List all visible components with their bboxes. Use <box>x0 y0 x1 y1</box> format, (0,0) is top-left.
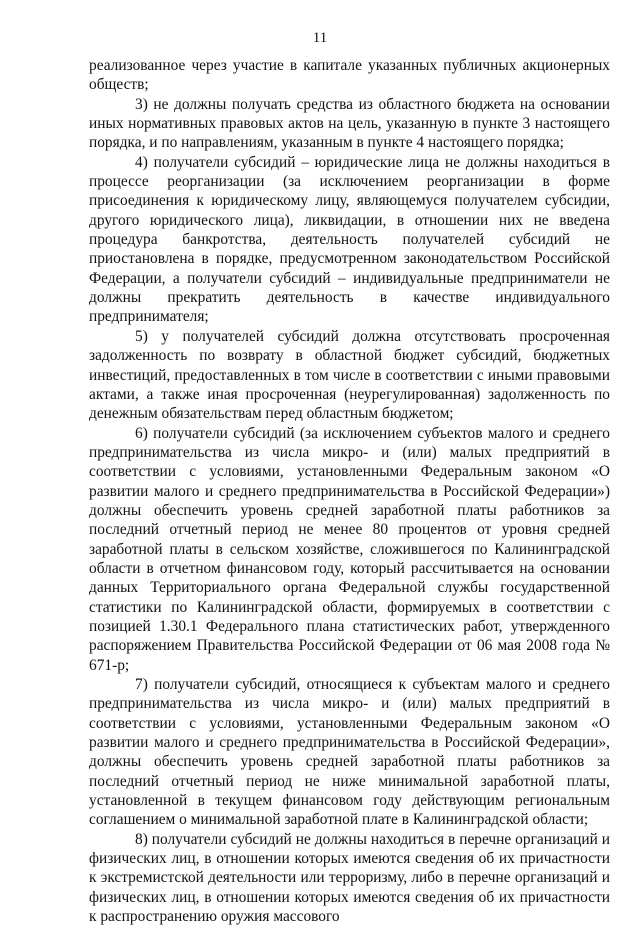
paragraph-item-4: 4) получатели субсидий – юридические лица не должны находиться в процессе реорганизации (за исключением реорганизации в форме присоединения к юридическому лицу, являющемуся получателем субсидии, другого юридического лица), ликвидации, в отношении них не введена процедура банкротства, деятельность получателей субсидий не приостановлена в порядке, предусмотренном законодательством Российской Федерации, а получатели субсидий – индивидуальные предприниматели не должны прекратить деятельность в качестве индивидуального предпринимателя; <box>89 153 610 326</box>
paragraph-item-3: 3) не должны получать средства из областного бюджета на основании иных нормативных правовых актов на цель, указанную в пункте 3 настоящего порядка, и по направлениям, указанным в пункте 4 настоящего порядка; <box>89 95 610 152</box>
paragraph-item-8: 8) получатели субсидий не должны находиться в перечне организаций и физических лиц, в отношении которых имеются сведения об их причастности к экстремистской деятельности или терроризму, либо в перечне организаций и физических лиц, в отношении которых имеются сведения об их причастности к распространению оружия массового <box>89 830 610 926</box>
paragraph-item-7: 7) получатели субсидий, относящиеся к субъектам малого и среднего предпринимательства из числа микро- и (или) малых предприятий в соответствии с условиями, установленными Федеральным законом «О развитии малого и среднего предпринимательства в Российской Федерации», должны обеспечить уровень средней заработной платы работников за последний отчетный период не ниже минимальной заработной платы, установленной в текущем финансовом году действующим региональным соглашением о минимальной заработной плате в Калининградской области; <box>89 676 610 829</box>
page-number: 11 <box>312 30 328 46</box>
paragraph-continuation: реализованное через участие в капитале указанных публичных акционерных обществ; <box>89 57 610 94</box>
document-body <box>89 56 610 926</box>
paragraph-item-5: 5) у получателей субсидий должна отсутствовать просроченная задолженность по возврату в областной бюджет субсидий, бюджетных инвестиций, предоставленных в том числе в соответствии с иными правовыми актами, а также иная просроченная (неурегулированная) задолженность по денежным обязательствам перед областным бюджетом; <box>89 327 610 423</box>
paragraph-item-6: 6) получатели субсидий (за исключением субъектов малого и среднего предпринимательства из числа микро- и (или) малых предприятий в соответствии с условиями, установленными Федеральным законом «О развитии малого и среднего предпринимательства в Российской Федерации») должны обеспечить уровень средней заработной платы работников за последний отчетный период не менее 80 процентов от уровня средней заработной платы в сельском хозяйстве, сложившегося по Калининградской области в отчетном финансовом году, который рассчитывается на основании данных Территориального органа Федеральной службы государственной статистики по Калининградской области, формируемых в соответствии с позицией 1.30.1 Федерального плана статистических работ, утвержденного распоряжением Правительства Российской Федерации от 06 мая 2008 года № 671-р; <box>89 424 610 674</box>
